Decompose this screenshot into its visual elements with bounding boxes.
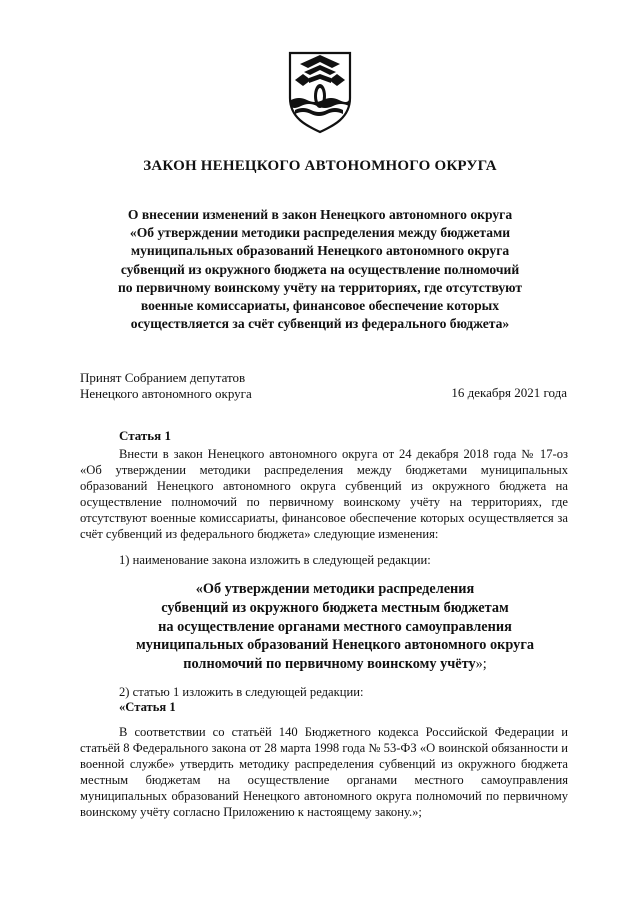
subtitle-line: осуществляется за счёт субвенций из федерального бюджета» [130, 316, 510, 332]
subtitle-line: субвенций из окружного бюджета на осуществление полномочий [120, 261, 520, 277]
intro-paragraph: Внести в закон Ненецкого автономного округа от 24 декабря 2018 года № 17-оз «Об утверждении методики распределения между бюджетами муниципальных образований Ненецкого автономного округа субвенций из окружного бюджета на осуществление полномочий по первичному воинскому учёту на территориях, где отсутствуют военные комиссариаты, финансовое обеспечение которых осуществляется за счёт субвенций из федерального бюджета» следующие изменения: [80, 447, 568, 541]
new-title-tail: »; [475, 656, 487, 673]
subtitle-line: по первичному воинскому учёту на территориях, где отсутствуют [117, 279, 523, 295]
new-title-line: «Об утверждении методики распределения [195, 581, 475, 597]
new-title-line-text: полномочий по первичному воинскому учёту [183, 656, 476, 673]
adoption-line: Ненецкого автономного округа [80, 386, 252, 401]
item-2-paragraph: 2) статью 1 изложить в следующей редакции: [119, 685, 364, 699]
new-title-line: муниципальных образований Ненецкого автономного округа [136, 637, 534, 654]
subtitle-line: военные комиссариаты, финансовое обеспечение которых [140, 298, 500, 314]
new-title-line: субвенций из окружного бюджета местным бюджетам [161, 599, 509, 616]
document-title: ЗАКОН НЕНЕЦКОГО АВТОНОМНОГО ОКРУГА [143, 158, 497, 174]
new-law-title [90, 580, 580, 674]
article-heading: Статья 1 [119, 428, 171, 443]
new-title-line [90, 655, 580, 674]
adoption-line: Принят Собранием депутатов [80, 370, 246, 385]
subtitle-line: «Об утверждении методики распределения между бюджетами [129, 225, 511, 241]
item-1-paragraph: 1) наименование закона изложить в следующей редакции: [119, 553, 431, 567]
nao-coat-of-arms-icon [287, 50, 353, 134]
new-title-line: на осуществление органами местного самоуправления [158, 618, 512, 635]
adoption-body [80, 370, 252, 402]
subtitle-line: О внесении изменений в закон Ненецкого автономного округа [127, 207, 513, 222]
subtitle-line: муниципальных образований Ненецкого автономного округа [130, 243, 510, 259]
new-article-heading: «Статья 1 [119, 700, 176, 714]
new-article-text: В соответствии со статьёй 140 Бюджетного кодекса Российской Федерации и статьёй 8 Федерального закона от 28 марта 1998 года № 53-ФЗ «О воинской обязанности и военной службе» утвердить методику распределения субвенций из окружного бюджета местным бюджетам на осуществление органами местного самоуправления муниципальных образований Ненецкого автономного округа полномочий по первичному воинскому учёту согласно Приложению к настоящему закону.»; [80, 725, 568, 819]
adoption-date: 16 декабря 2021 года [451, 385, 567, 400]
document-subtitle [90, 206, 550, 333]
